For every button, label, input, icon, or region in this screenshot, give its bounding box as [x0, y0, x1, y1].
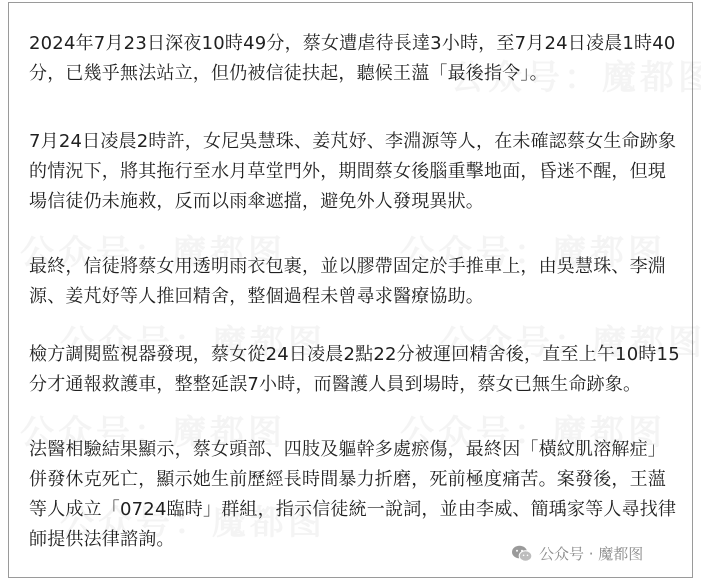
source-badge	[511, 541, 643, 565]
wechat-icon	[511, 544, 533, 563]
paragraph-line: 7月24日凌晨2時許，女尼吳慧珠、姜芃妤、李淵源等人，在未確認蔡女生命跡象	[29, 131, 677, 152]
paragraph	[29, 340, 689, 400]
paragraph	[29, 127, 689, 217]
paragraph	[29, 435, 689, 555]
paragraph-line: 源、姜芃妤等人推回精舍，整個過程未曾尋求醫療協助。	[29, 286, 484, 307]
paragraph	[29, 29, 689, 89]
paragraph-line: 併發休克死亡，顯示她生前歷經長時間暴力折磨，死前極度痛苦。案發後，王薀	[29, 469, 666, 490]
paragraph-line: 的情況下，將其拖行至水月草堂門外，期間蔡女後腦重擊地面，昏迷不醒，但現	[29, 161, 666, 182]
paragraph-line: 分，已幾乎無法站立，但仍被信徒扶起，聽候王薀「最後指令」。	[29, 63, 548, 84]
paragraph-line: 法醫相驗結果顯示，蔡女頭部、四肢及軀幹多處瘀傷，最終因「橫紋肌溶解症」	[29, 439, 666, 460]
badge-label: 公众号 · 魔都图	[539, 544, 644, 563]
paragraph-line: 分才通報救護車，整整延誤7小時，而醫護人員到場時，蔡女已無生命跡象。	[29, 374, 642, 395]
paragraph	[29, 252, 689, 312]
paragraph-line: 等人成立「0724臨時」群組，指示信徒統一說詞，並由李威、簡瑀家等人尋找律	[29, 499, 677, 520]
paragraph-line: 2024年7月23日深夜10時49分，蔡女遭虐待長達3小時，至7月24日凌晨1時40	[29, 33, 676, 54]
paragraph-line: 師提供法律諮詢。	[29, 529, 175, 550]
paragraph-line: 檢方調閱監視器發現，蔡女從24日凌晨2點22分被運回精舍後，直至上午10時15	[29, 344, 680, 365]
paragraph-line: 最終，信徒將蔡女用透明雨衣包裹，並以膠帶固定於手推車上，由吳慧珠、李淵	[29, 256, 666, 277]
paragraph-line: 場信徒仍未施救，反而以雨傘遮擋，避免外人發現異狀。	[29, 191, 484, 212]
